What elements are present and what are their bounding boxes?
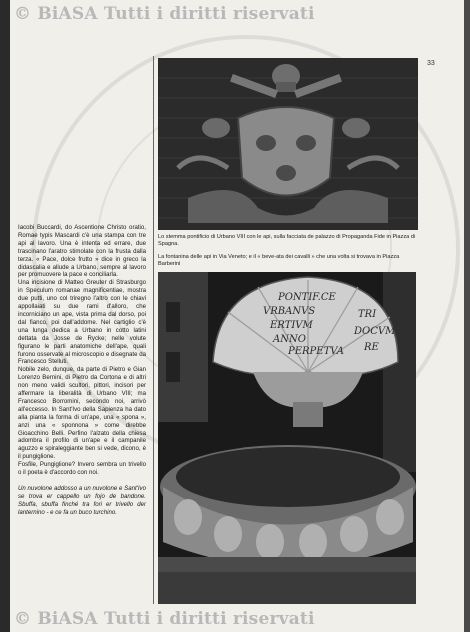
column-divider [153,56,154,604]
inscription-line: PONTIF.CE [278,292,336,303]
watermark-bottom: © BiASA Tutti i diritti riservati [14,609,315,629]
photo-papal-coat-of-arms [158,58,418,230]
scan-left-edge [0,0,10,632]
inscription-line: ERTIVM [270,320,313,331]
inscription-line: DOCVM [354,326,396,337]
inscription-line: RE [364,342,379,353]
paragraph-2: Una incisione di Matteo Greuter di Strasburgo in Speculum romanae magnificentiae, mostra due putti, uno col triregno l'altro con le chiavi appollaiati su due rami d'alloro, che incorniciano un ape, vista prima dal dorso, poi dal fianco, poi dall'addome. Nel cartiglio c'è una lunga dedica a Urbano in cotto latini dettata da Josse de Rycke; nelle volute figurano le parti anatomiche dell'ape, quali furono osservate al microscopio e disegnate da Francesco Stelluti. [18,279,146,366]
photo-bee-fountain [158,272,416,604]
paragraph-1: Iacobi Buccardi, do Ascentione Christo oratio, Romae typis Mascardi c'è una stampa con tre api al lavoro. Una è intenta ed errare, due trascinano l'aratro stimolate con la frusta dalla terza. « Pace, dolce frutto » dice in greco la didascalia e allude a Urbano, sempre al lavoro per promuovere la pace e conciliarla. [18,224,146,279]
article-text-column [18,224,146,517]
scan-right-edge [464,0,470,632]
inscription-line: ANNO [273,334,306,345]
inscription-line: VRBANVS [263,306,316,317]
paragraph-3: Nobile zelo, dunque, da parte di Pietro e Gian Lorenzo Bernini, di Pietro da Cortona e di altri non meno validi scultori, pittori, incisori per affermare la liberalità di Urbano VIII; ma Francesco Borromini, secondo noi, arrivò all'eccesso. In Sant'Ivo della Sapienza ha dato alla pianta la forma di un'ape, una « spona », anzi una « sponnona » come direbbe Gioacchino Belli. Perfino l'alzato della chiesa adombra il profilo di un'ape e il campanile aguzzo e spiraleggiante ben si vede, dicono, è il pungiglione. [18,366,146,461]
page-number: 33 [427,60,435,67]
poem-quote: Un nuvolone addosso a un nuvolone e Sant'Ivo se trova er cappello un fojo de bandone. Sbuffa, sbuffa finché tra fori er trivello der lanternino - e ce fa un buco turchino. [18,485,146,516]
inscription-line: TRI [358,309,377,320]
caption-coat-of-arms: Lo stemma pontificio di Urbano VIII con le api, sulla facciata de palazzo di Propaganda Fide in Piazza di Spagna. [158,234,416,247]
caption-fountain: La fontanina delle api in Via Veneto; e il « beve-ata dei cavalli » che una volta si trovava in Piazza Barberini [158,254,400,267]
watermark-top: © BiASA Tutti i diritti riservati [14,4,315,24]
paragraph-4: Fosfile, Pungiglione? Invero sembra un trivello o il poeta è d'accordo con noi. [18,461,146,477]
inscription-line: PERPETVA [288,346,345,357]
